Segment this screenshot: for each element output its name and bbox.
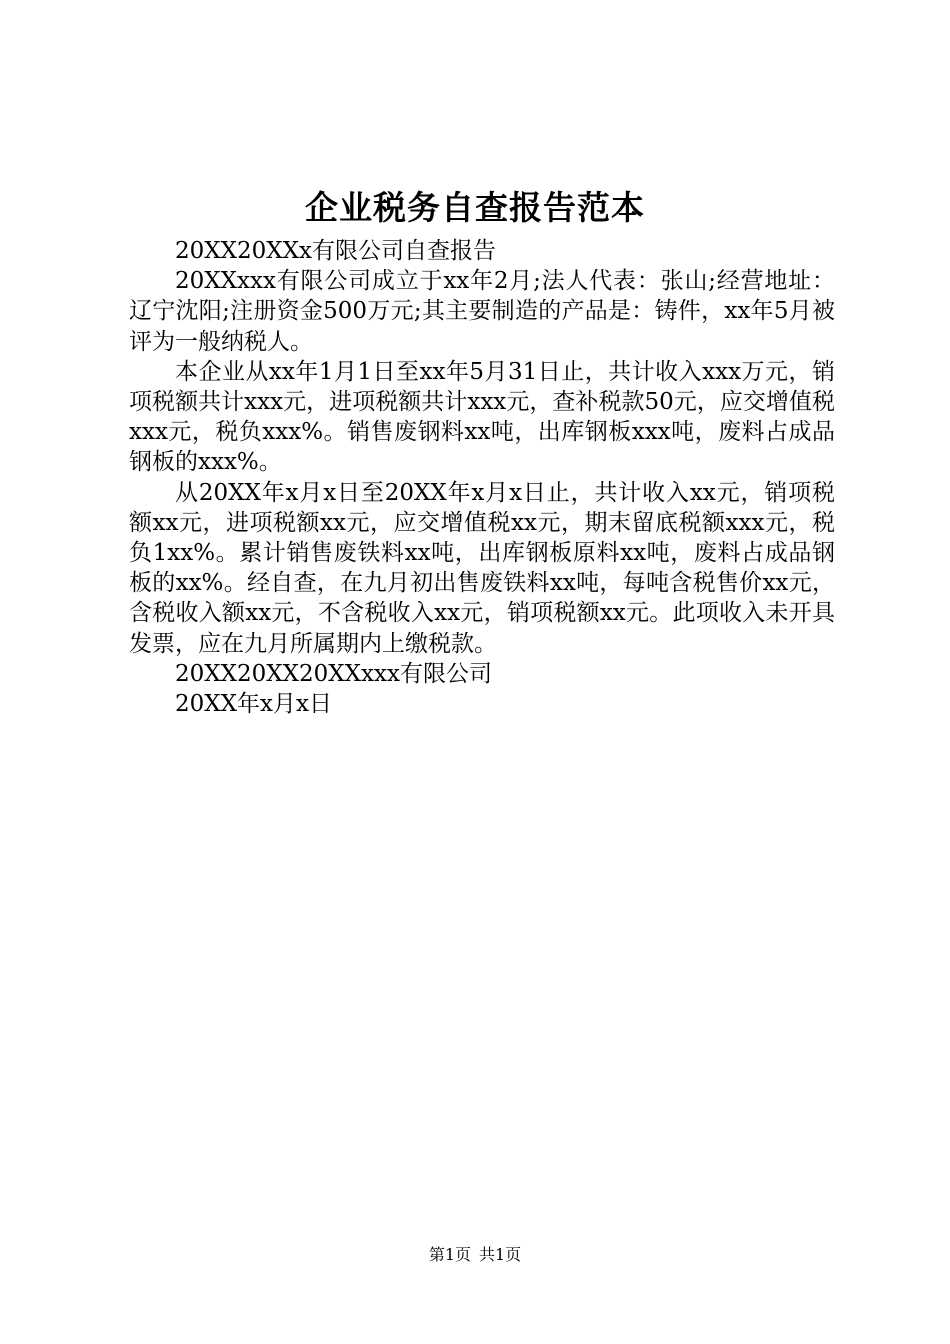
page-number: 第1页 bbox=[428, 1245, 471, 1264]
page-total: 共1页 bbox=[479, 1245, 522, 1264]
second-period-paragraph: 从20XX年x月x日至20XX年x月x日止，共计收入xx元，销项税额xx元，进项税额xx元，应交增值税xx元，期末留底税额xxx元，税负1xx%。累计销售废铁料xx吨，出库钢板原料xx吨，废料占成品钢板的xx%。经自查，在九月初出售废铁料xx吨，每吨含税售价xx元，含税收入额xx元，不含税收入xx元，销项税额xx元。此项收入未开具发票，应在九月所属期内上缴税款。 bbox=[129, 479, 835, 657]
document-title: 企业税务自查报告范本 bbox=[305, 188, 645, 227]
document-body bbox=[129, 236, 835, 719]
first-period-paragraph: 本企业从xx年1月1日至xx年5月31日止，共计收入xxx万元，销项税额共计xxx元，进项税额共计xxx元，查补税款50元，应交增值税xxx元，税负xxx%。销售废钢料xx吨，出库钢板xxx吨，废料占成品钢板的xxx%。 bbox=[129, 358, 835, 476]
company-info-paragraph: 20XXxxx有限公司成立于xx年2月;法人代表：张山;经营地址：辽宁沈阳;注册资金500万元;其主要制造的产品是：铸件，xx年5月被评为一般纳税人。 bbox=[129, 268, 835, 355]
page-footer bbox=[0, 1243, 950, 1267]
signature-company: 20XX20XX20XXxxx有限公司 bbox=[175, 660, 492, 687]
report-heading-line: 20XX20XXx有限公司自查报告 bbox=[175, 238, 497, 264]
signature-date: 20XX年x月x日 bbox=[175, 691, 332, 718]
